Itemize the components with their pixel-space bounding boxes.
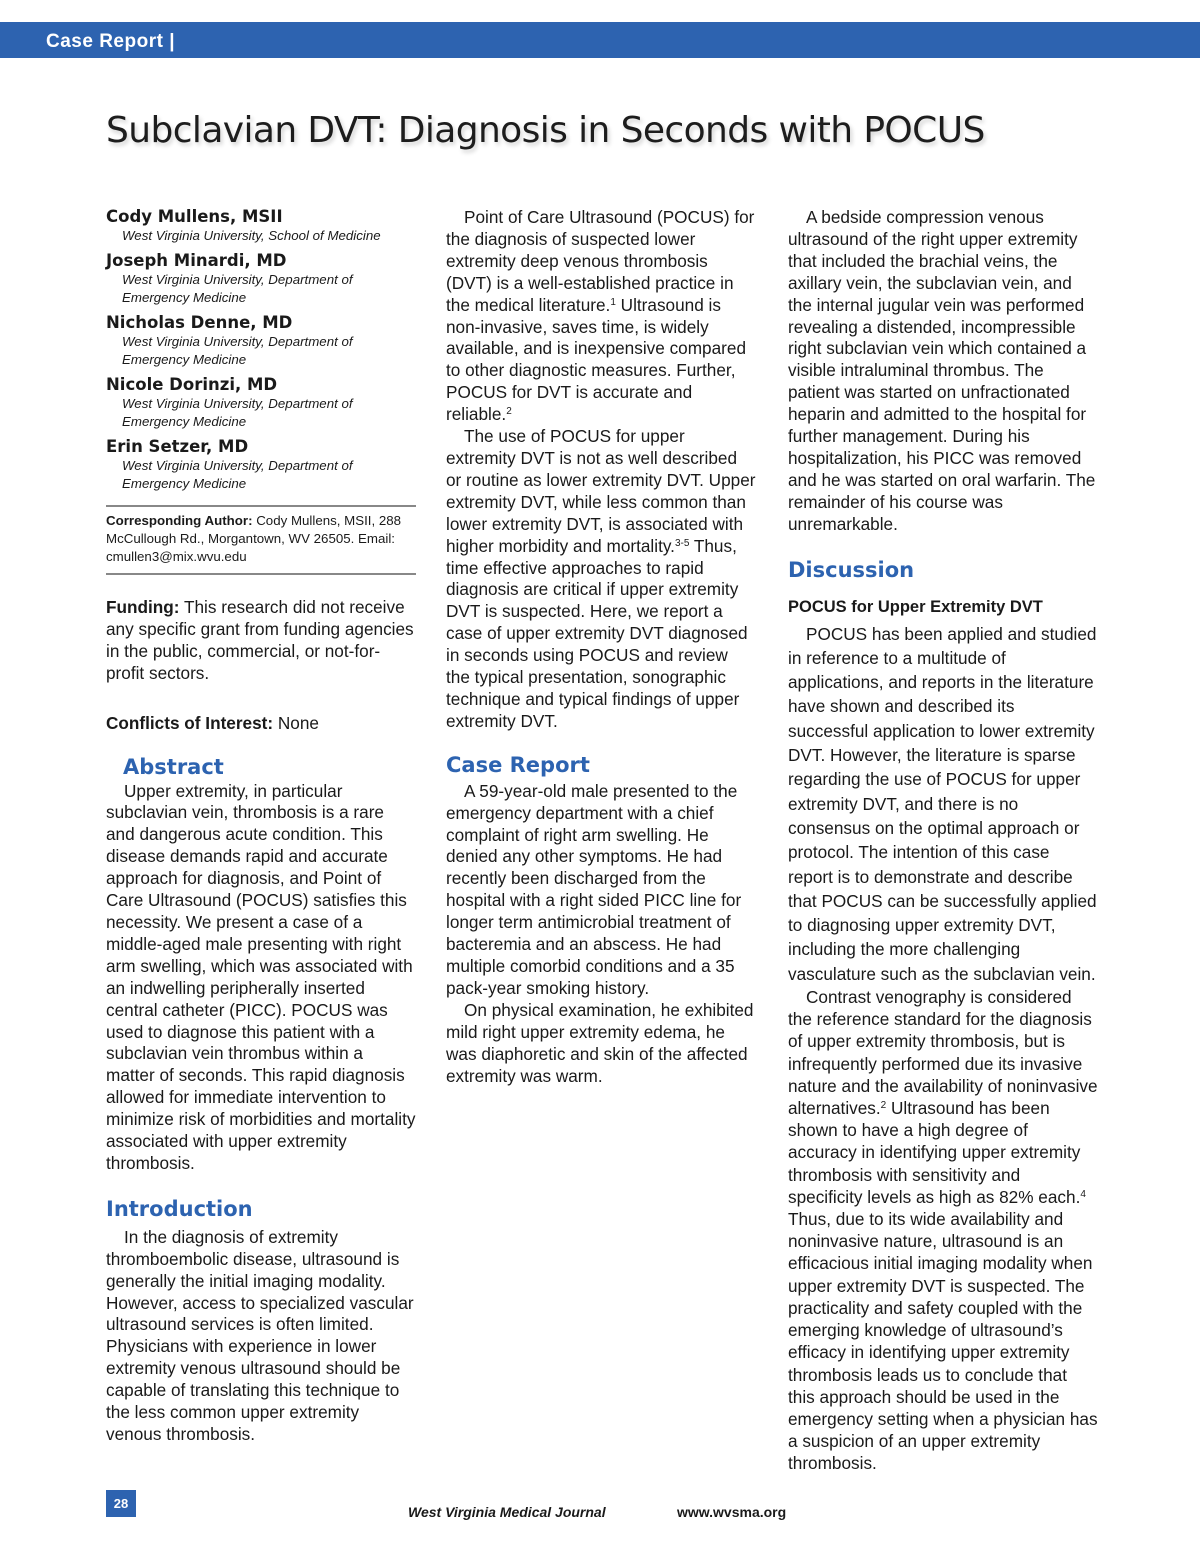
discussion-p2-part-c: Thus, due to its wide availability and noninvasive nature, ultrasound is an efficacious initial imaging modality when upper extremity DVT is suspected. The practicality and safety coupled with the emerging knowledge of ultrasound’s efficacy in identifying upper extremity thrombosis leads us to conclude that this approach should be used in the emergency setting when a physician has a suspicion of an upper extremity thrombosis. <box>788 1209 1098 1474</box>
column-2-content <box>446 207 756 1087</box>
journal-name: West Virginia Medical Journal <box>408 1504 606 1520</box>
citation: 2 <box>880 1100 887 1112</box>
author-affiliation: West Virginia University, School of Medicine <box>122 228 381 243</box>
corresponding-author <box>106 505 416 575</box>
journal-url: www.wvsma.org <box>677 1504 787 1520</box>
section-label: Case Report | <box>46 31 176 52</box>
abstract-text: Upper extremity, in particular subclavian vein, thrombosis is a rare and dangerous acute condition. This disease demands rapid and accurate approach for diagnosis, and Point of Care Ultrasound (POCUS) satisfies this necessity. We present a case of a middle-aged male presenting with right arm swelling, which was associated with an indwelling peripherally inserted central catheter (PICC). POCUS was used to diagnose this patient with a subclavian vein thrombus within a matter of seconds. This rapid diagnosis allowed for immediate intervention to minimize risk of morbidities and mortality associated with upper extremity thrombosis. <box>106 780 416 1173</box>
abstract-heading: Abstract <box>123 754 224 779</box>
discussion-p2-part-a: Contrast venography is considered the reference standard for the diagnosis of upper extremity thrombosis, but is infrequently performed due its invasive nature and the availability of noninvasive alternatives. <box>788 987 1098 1119</box>
discussion-paragraph-2 <box>788 986 1098 1474</box>
author-block <box>106 437 416 493</box>
funding-text: This research did not receive any specific grant from funding agencies in the public, commercial, or not-for-profit sectors. <box>106 597 414 683</box>
citation: 3-5 <box>674 537 690 549</box>
funding-statement <box>106 597 416 685</box>
case-report-paragraph-2: On physical examination, he exhibited mild right upper extremity edema, he was diaphoretic and skin of the affected extremity was warm. <box>446 999 754 1086</box>
introduction-heading: Introduction <box>106 1196 253 1221</box>
discussion-paragraph-1: POCUS has been applied and studied in reference to a multitude of applications, and reports in the literature have shown and described its successful application to lower extremity DVT. However, the literature is sparse regarding the use of POCUS for upper extremity DVT, and there is no consensus on the optimal approach or protocol. The intention of this case report is to demonstrate and describe that POCUS can be successfully applied to diagnosing upper extremity DVT, including the more challenging vasculature such as the subclavian vein. <box>788 623 1097 984</box>
author-name: Cody Mullens, MSII <box>106 207 283 226</box>
discussion-subheading: POCUS for Upper Extremity DVT <box>788 597 1043 616</box>
case-report-paragraph-3: A bedside compression venous ultrasound of the right upper extremity that included the brachial veins, the axillary vein, the subclavian vein, and the internal jugular vein was performed revealing a distended, incompressible right subclavian vein which contained a visible intraluminal thrombus. The patient was started on unfractionated heparin and admitted to the hospital for further management. During his hospitalization, his PICC was removed and he was started on oral warfarin. The remainder of his course was unremarkable. <box>788 207 1096 534</box>
citation: 4 <box>1080 1188 1086 1200</box>
citation: 2 <box>506 406 512 418</box>
introduction-paragraph-2 <box>446 207 756 426</box>
column-1 <box>106 207 416 1446</box>
author-affiliation: West Virginia University, Department of Emergency Medicine <box>122 396 353 429</box>
author-block <box>106 207 416 245</box>
funding-label: Funding: <box>106 597 180 617</box>
author-affiliation: West Virginia University, Department of Emergency Medicine <box>122 272 353 305</box>
author-name: Erin Setzer, MD <box>106 437 249 456</box>
intro-p2-part-a: Point of Care Ultrasound (POCUS) for the diagnosis of suspected lower extremity deep venous thrombosis (DVT) is a well-established practice in the medical literature. <box>446 207 755 315</box>
conflicts-statement <box>106 713 416 735</box>
intro-p3-part-a: The use of POCUS for upper extremity DVT is not as well described or routine as lower extremity DVT. Upper extremity DVT, while less common than lower extremity DVT, is associated with higher morbidity and mortality. <box>446 426 756 556</box>
conflicts-text: None <box>277 712 319 733</box>
author-block <box>106 375 416 431</box>
case-report-heading: Case Report <box>446 752 590 777</box>
author-name: Nicole Dorinzi, MD <box>106 375 278 394</box>
intro-p3-part-b: Thus, time effective approaches to rapid diagnosis are critical if upper extremity DVT is suspected. Here, we report a case of upper extremity DVT diagnosed in seconds using POCUS and review the typical presentation, sonographic technique and typical findings of upper extremity DVT. <box>446 535 748 731</box>
case-report-paragraph-1: A 59-year-old male presented to the emergency department with a chief complaint of right arm swelling. He denied any other symptoms. He had recently been discharged from the hospital with a right sided PICC line for longer term antimicrobial treatment of bacteremia and an abscess. He had multiple comorbid conditions and a 35 pack-year smoking history. <box>446 780 742 998</box>
header-banner <box>0 22 1200 58</box>
intro-p2-part-b: Ultrasound is non-invasive, saves time, is widely available, and is inexpensive compared to other diagnostic measures. Further, POCUS for DVT is accurate and reliable. <box>446 294 747 425</box>
discussion-p2-part-b: Ultrasound has been shown to have a high degree of accuracy in identifying upper extremity thrombosis with sensitivity and specificity levels as high as 82% each. <box>788 1098 1081 1207</box>
author-affiliation: West Virginia University, Department of Emergency Medicine <box>122 458 353 491</box>
author-affiliation: West Virginia University, Department of Emergency Medicine <box>122 334 353 367</box>
citation: 1 <box>610 296 616 308</box>
discussion-heading: Discussion <box>788 557 915 582</box>
introduction-paragraph-3 <box>446 426 756 733</box>
column-3 <box>788 207 1098 1475</box>
author-block <box>106 313 416 369</box>
author-name: Nicholas Denne, MD <box>106 313 293 332</box>
introduction-paragraph-1: In the diagnosis of extremity thromboembolic disease, ultrasound is generally the initial imaging modality. However, access to specialized vascular ultrasound services is often limited. Physicians with experience in lower extremity venous ultrasound should be capable of translating this technique to the less common upper extremity venous thrombosis. <box>106 1226 414 1444</box>
author-block <box>106 251 416 307</box>
author-name: Joseph Minardi, MD <box>106 251 287 270</box>
page-number: 28 <box>106 1490 136 1517</box>
conflicts-label: Conflicts of Interest: <box>106 712 274 733</box>
corresponding-text: Cody Mullens, MSII, 288 McCullough Rd., Morgantown, WV 26505. Email: cmullen3@mix.wvu.edu <box>106 513 402 564</box>
article-title: Subclavian DVT: Diagnosis in Seconds with POCUS <box>106 110 985 151</box>
corresponding-label: Corresponding Author: <box>106 513 253 528</box>
